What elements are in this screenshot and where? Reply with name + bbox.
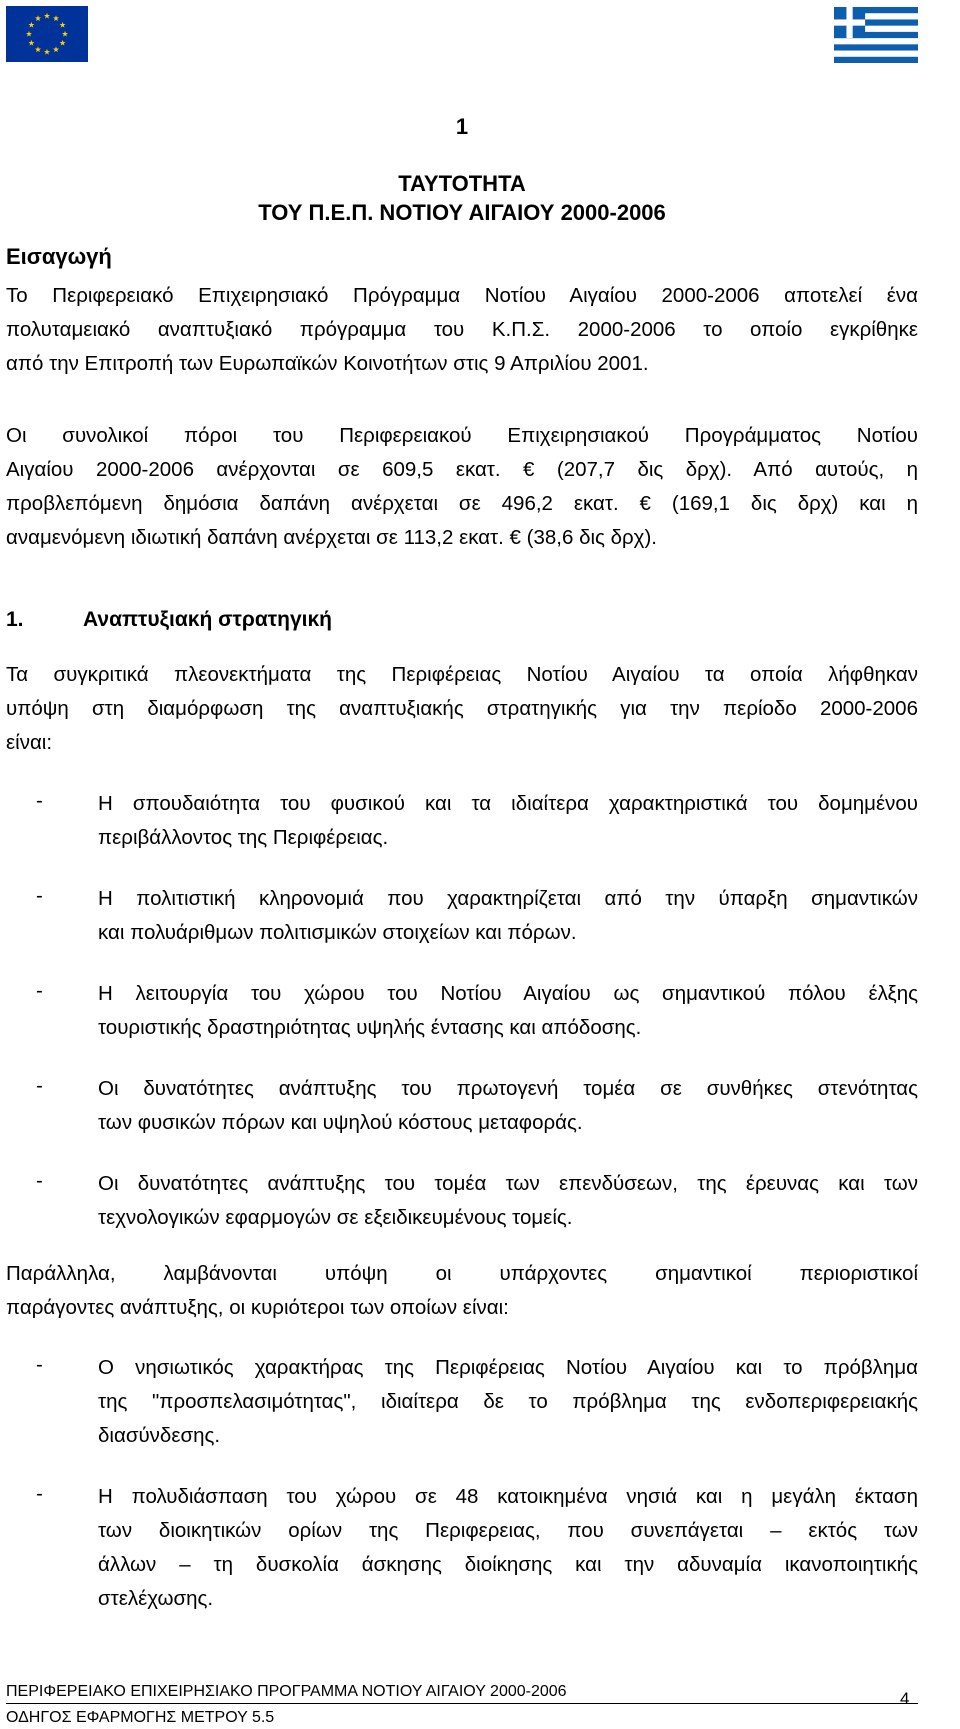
text-line: Ο νησιωτικός χαρακτήρας της Περιφέρειας Νοτίου Αιγαίου και το πρόβλημα [98,1356,918,1379]
text-line: Οι συνολικοί πόροι του Περιφερειακού Επιχειρησιακού Προγράμματος Νοτίου [6,424,918,447]
text-line: Αιγαίου 2000-2006 ανέρχονται σε 609,5 εκατ. € (207,7 δις δρχ). Από αυτούς, η [6,458,918,481]
list-dash: - [36,1169,43,1192]
footer-divider [6,1703,918,1704]
list-item [98,882,918,950]
text-line: Το Περιφερειακό Επιχειρησιακό Πρόγραμμα Νοτίου Αιγαίου 2000-2006 αποτελεί ένα [6,284,918,307]
footer-page-number: 4 [900,1689,910,1708]
text-line: των φυσικών πόρων και υψηλού κόστους μεταφοράς. [98,1111,583,1134]
list-dash: - [36,789,43,812]
text-line: είναι: [6,731,53,754]
list-dash: - [36,884,43,907]
text-line: αναμενόμενη ιδιωτική δαπάνη ανέρχεται σε 113,2 εκατ. € (38,6 δις δρχ). [6,526,657,549]
text-line: προβλεπόμενη δημόσια δαπάνη ανέρχεται σε 496,2 εκατ. € (169,1 δις δρχ) και η [6,492,918,515]
list-item [98,977,918,1045]
intro-heading: Εισαγωγή [6,244,112,269]
eu-flag-icon [6,6,88,62]
text-line: των διοικητικών ορίων της Περιφερειας, που συνεπάγεται – εκτός των [98,1519,918,1542]
page-number: 1 [455,114,469,139]
text-line: Οι δυνατότητες ανάπτυξης του τομέα των επενδύσεων, της έρευνας και των [98,1172,918,1195]
resources-paragraph [6,419,918,555]
intro-paragraph [6,279,918,381]
text-line: υπόψη στη διαμόρφωση της αναπτυξιακής στρατηγικής για την περίοδο 2000-2006 [6,697,918,720]
section-title: Αναπτυξιακή στρατηγική [83,608,333,631]
list-dash: - [36,1074,43,1097]
list-item [98,787,918,855]
text-line: διασύνδεσης. [98,1424,221,1447]
text-line: Η πολυδιάσπαση του χώρου σε 48 κατοικημένα νησιά και η μεγάλη έκταση [98,1485,918,1508]
list-dash: - [36,1482,43,1505]
list-item [98,1351,918,1453]
constraints-intro [6,1257,918,1325]
advantages-intro [6,658,918,760]
text-line: τουριστικής δραστηριότητας υψηλής έντασης και απόδοσης. [98,1016,642,1039]
text-line: τεχνολογικών εφαρμογών σε εξειδικευμένους τομείς. [98,1206,573,1229]
section-number: 1. [6,608,24,631]
text-line: παράγοντες ανάπτυξης, οι κυριότεροι των οποίων είναι: [6,1296,509,1319]
text-line: Παράλληλα, λαμβάνονται υπόψη οι υπάρχοντες σημαντικοί περιοριστικοί [6,1262,918,1285]
list-item [98,1167,918,1235]
list-item [98,1480,918,1616]
text-line: Τα συγκριτικά πλεονεκτήματα της Περιφέρειας Νοτίου Αιγαίου τα οποία λήφθηκαν [6,663,918,686]
text-line: Η σπουδαιότητα του φυσικού και τα ιδιαίτερα χαρακτηριστικά του δομημένου [98,792,918,815]
text-line: Η πολιτιστική κληρονομιά που χαρακτηρίζεται από την ύπαρξη σημαντικών [98,887,918,910]
text-line: Οι δυνατότητες ανάπτυξης του πρωτογενή τομέα σε συνθήκες στενότητας [98,1077,918,1100]
text-line: Η λειτουργία του χώρου του Νοτίου Αιγαίου ως σημαντικού πόλου έλξης [98,982,918,1005]
list-dash: - [36,979,43,1002]
list-dash: - [36,1353,43,1376]
greek-flag-icon [834,6,918,64]
text-line: της "προσπελασιμότητας", ιδιαίτερα δε το πρόβλημα της ενδοπεριφερειακής [98,1390,918,1413]
footer-program-title: ΠΕΡΙΦΕΡΕΙΑΚΟ ΕΠΙΧΕΙΡΗΣΙΑΚΟ ΠΡΟΓΡΑΜΜΑ ΝΟΤΙΟΥ ΑΙΓΑΙΟΥ 2000-2006 [6,1683,567,1700]
text-line: περιβάλλοντος της Περιφέρειας. [98,826,389,849]
document-subtitle: ΤΟΥ Π.Ε.Π. ΝΟΤΙΟΥ ΑΙΓΑΙΟΥ 2000-2006 [258,200,666,225]
document-title: ΤΑΥΤΟΤΗΤΑ [398,171,526,196]
text-line: πολυταμειακό αναπτυξιακό πρόγραμμα του Κ.Π.Σ. 2000-2006 το οποίο εγκρίθηκε [6,318,918,341]
text-line: άλλων – τη δυσκολία άσκησης διοίκησης και την αδυναμία ικανοποιητικής [98,1553,918,1576]
list-item [98,1072,918,1140]
footer-guide-title: ΟΔΗΓΟΣ ΕΦΑΡΜΟΓΗΣ ΜΕΤΡΟΥ 5.5 [6,1709,275,1726]
text-line: από την Επιτροπή των Ευρωπαϊκών Κοινοτήτων στις 9 Απριλίου 2001. [6,352,649,375]
text-line: στελέχωσης. [98,1587,214,1610]
text-line: και πολυάριθμων πολιτισμικών στοιχείων και πόρων. [98,921,577,944]
